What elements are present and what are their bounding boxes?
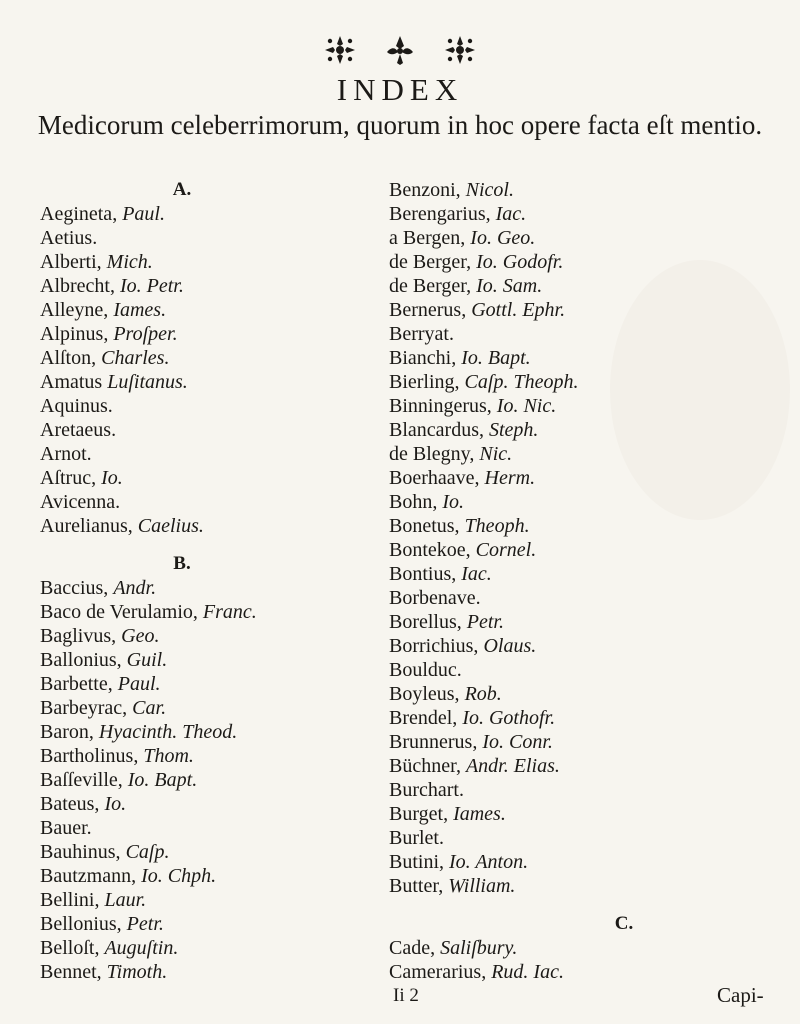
entry-given-name: Petr. (126, 913, 164, 935)
index-entry (389, 442, 789, 466)
index-entry (389, 250, 789, 274)
index-entry (40, 250, 370, 274)
entry-surname: Bellonius, (40, 913, 122, 935)
entry-given-name: Iames. (453, 803, 506, 825)
index-entry (40, 960, 370, 984)
entry-given-name: Paul. (122, 203, 165, 225)
entry-given-name: Io. Petr. (119, 275, 184, 297)
index-entry (40, 202, 370, 226)
index-entry (389, 514, 789, 538)
index-entry (389, 490, 789, 514)
entry-surname: Aretaeus. (40, 419, 117, 441)
entry-surname: Bauhinus, (40, 841, 121, 863)
index-entry (40, 912, 370, 936)
entry-given-name: Car. (132, 697, 167, 719)
index-entry (40, 442, 370, 466)
index-entry (40, 466, 370, 490)
index-entry (40, 696, 370, 720)
entry-surname: Boyleus, (389, 683, 460, 705)
entry-given-name: Caſp. (125, 841, 170, 863)
entry-surname: Alleyne, (40, 299, 109, 321)
entry-given-name: Io. Conr. (482, 731, 553, 753)
index-entry (389, 586, 789, 610)
entry-surname: Bauer. (40, 817, 92, 839)
entry-surname: Büchner, (389, 755, 461, 777)
entry-given-name: Olaus. (483, 635, 537, 657)
entry-given-name: Io. Godofr. (476, 251, 564, 273)
entry-surname: Alberti, (40, 251, 102, 273)
index-entry (40, 576, 370, 600)
entry-surname: Cade, (389, 937, 436, 959)
entry-given-name: Io. Gothofr. (462, 707, 556, 729)
entry-given-name: Proſper. (113, 323, 178, 345)
entry-surname: Baſſeville, (40, 769, 123, 791)
index-entry (40, 346, 370, 370)
entry-surname: Burget, (389, 803, 449, 825)
index-entry (40, 322, 370, 346)
entry-given-name: Luſitanus. (107, 371, 188, 393)
entry-surname: Burlet. (389, 827, 444, 849)
section-letter: B. (173, 553, 191, 574)
entry-given-name: Io. (104, 793, 127, 815)
entry-given-name: Timoth. (106, 961, 168, 983)
index-entry (389, 274, 789, 298)
index-entry (389, 706, 789, 730)
entry-surname: Belloſt, (40, 937, 100, 959)
entry-surname: Boerhaave, (389, 467, 480, 489)
entry-surname: Alſton, (40, 347, 97, 369)
index-entry (389, 960, 789, 984)
entry-surname: Aſtruc, (40, 467, 97, 489)
index-entry (40, 624, 370, 648)
entry-surname: Barbeyrac, (40, 697, 128, 719)
entry-given-name: Nic. (479, 443, 513, 465)
entry-surname: Boulduc. (389, 659, 462, 681)
entry-surname: Albrecht, (40, 275, 115, 297)
entry-surname: Bonetus, (389, 515, 460, 537)
entry-surname: Bierling, (389, 371, 460, 393)
index-entry (389, 322, 789, 346)
entry-surname: Camerarius, (389, 961, 487, 983)
index-entry (40, 768, 370, 792)
entry-given-name: Geo. (121, 625, 160, 647)
index-entry (40, 864, 370, 888)
index-entry (389, 936, 789, 960)
entry-given-name: Paul. (117, 673, 161, 695)
entry-surname: Bohn, (389, 491, 438, 513)
entry-surname: Bateus, (40, 793, 100, 815)
entry-given-name: Hyacinth. Theod. (98, 721, 238, 743)
entry-surname: Burchart. (389, 779, 464, 801)
entry-given-name: Rud. Iac. (491, 961, 564, 983)
fleuron-ornament-icon (383, 34, 417, 66)
entry-given-name: Io. (101, 467, 123, 489)
entry-surname: Butter, (389, 875, 444, 897)
index-entry (389, 178, 789, 202)
entry-surname: Binningerus, (389, 395, 492, 417)
entry-surname: Bernerus, (389, 299, 467, 321)
index-entry (389, 874, 789, 898)
entry-surname: Alpinus, (40, 323, 109, 345)
entry-surname: Bontekoe, (389, 539, 471, 561)
entry-given-name: Nicol. (465, 179, 514, 201)
entry-given-name: Saliſbury. (440, 937, 518, 959)
index-entry (40, 936, 370, 960)
entry-surname: Borbenave. (389, 587, 481, 609)
entry-given-name: Charles. (101, 347, 170, 369)
index-entry (40, 600, 370, 624)
index-entry (389, 202, 789, 226)
right-column (389, 178, 789, 984)
index-entry (40, 418, 370, 442)
entry-surname: Baglivus, (40, 625, 117, 647)
entry-surname: Brendel, (389, 707, 458, 729)
entry-given-name: Io. Geo. (470, 227, 536, 249)
entry-given-name: Herm. (484, 467, 536, 489)
entry-surname: Berengarius, (389, 203, 491, 225)
index-entry (40, 816, 370, 840)
index-entry (389, 370, 789, 394)
index-entry (40, 888, 370, 912)
index-entry (389, 826, 789, 850)
left-column (40, 178, 370, 984)
entry-surname: Berryat. (389, 323, 454, 345)
index-entry (40, 648, 370, 672)
entry-surname: de Blegny, (389, 443, 475, 465)
page-subtitle: Medicorum celeberrimorum, quorum in hoc opere facta eſt mentio. (37, 110, 763, 140)
entry-surname: Benzoni, (389, 179, 461, 201)
index-entry (40, 226, 370, 250)
entry-surname: Amatus (40, 371, 103, 393)
entry-surname: Bautzmann, (40, 865, 137, 887)
index-entry (40, 298, 370, 322)
entry-given-name: Andr. (113, 577, 157, 599)
index-entry (40, 672, 370, 696)
index-entry (40, 744, 370, 768)
entry-surname: Bontius, (389, 563, 457, 585)
index-entry (389, 850, 789, 874)
signature-mark: Ii 2 (393, 985, 419, 1006)
entry-surname: Baco de Verulamio, (40, 601, 198, 623)
entry-given-name: Franc. (202, 601, 257, 623)
index-entry (389, 538, 789, 562)
entry-given-name: Io. Bapt. (461, 347, 531, 369)
entry-surname: Bellini, (40, 889, 100, 911)
index-entry (40, 490, 370, 514)
entry-given-name: Iac. (495, 203, 527, 225)
index-entry (40, 274, 370, 298)
index-entry (389, 682, 789, 706)
index-entry (389, 730, 789, 754)
entry-given-name: Gottl. Ephr. (471, 299, 566, 321)
entry-surname: a Bergen, (389, 227, 466, 249)
entry-given-name: Io. Nic. (496, 395, 557, 417)
entry-surname: Baron, (40, 721, 94, 743)
index-entry (389, 634, 789, 658)
entry-given-name: Thom. (143, 745, 194, 767)
index-entry (389, 298, 789, 322)
entry-given-name: Mich. (106, 251, 153, 273)
entry-given-name: Caſp. Theoph. (464, 371, 579, 393)
index-entry (389, 778, 789, 802)
entry-given-name: Rob. (464, 683, 502, 705)
entry-given-name: Laur. (104, 889, 147, 911)
index-entry (389, 610, 789, 634)
entry-given-name: Theoph. (464, 515, 530, 537)
index-entry (389, 658, 789, 682)
entry-surname: Aegineta, (40, 203, 118, 225)
fleuron-ornament-icon (323, 34, 357, 66)
entry-surname: Aurelianus, (40, 515, 133, 537)
entry-surname: Brunnerus, (389, 731, 478, 753)
entry-surname: Arnot. (40, 443, 92, 465)
entry-surname: Borellus, (389, 611, 462, 633)
entry-surname: Avicenna. (40, 491, 121, 513)
index-entry (40, 394, 370, 418)
entry-given-name: Iac. (461, 563, 492, 585)
entry-given-name: Io. (442, 491, 465, 513)
entry-surname: Bartholinus, (40, 745, 139, 767)
entry-given-name: Io. Bapt. (127, 769, 198, 791)
index-entry (40, 370, 370, 394)
entry-given-name: Io. Sam. (476, 275, 543, 297)
entry-surname: Baccius, (40, 577, 109, 599)
index-entry (40, 840, 370, 864)
page-title: INDEX (336, 72, 464, 107)
entry-surname: Barbette, (40, 673, 113, 695)
index-entry (389, 394, 789, 418)
entry-surname: Bianchi, (389, 347, 457, 369)
entry-given-name: Steph. (488, 419, 539, 441)
entry-given-name: Io. Anton. (449, 851, 529, 873)
section-letter: C. (614, 913, 634, 934)
entry-surname: Aquinus. (40, 395, 113, 417)
entry-given-name: Andr. Elias. (465, 755, 560, 777)
entry-surname: Borrichius, (389, 635, 479, 657)
header-ornaments (0, 30, 800, 70)
index-entry (389, 802, 789, 826)
index-entry (40, 792, 370, 816)
entry-given-name: Auguſtin. (104, 937, 179, 959)
index-entry (389, 418, 789, 442)
index-entry (389, 754, 789, 778)
section-letter: A. (172, 179, 192, 200)
entry-surname: Butini, (389, 851, 445, 873)
index-entry (389, 562, 789, 586)
index-entry (40, 514, 370, 538)
entry-given-name: Cornel. (475, 539, 537, 561)
entry-given-name: William. (448, 875, 516, 897)
index-entry (40, 720, 370, 744)
entry-given-name: Iames. (113, 299, 167, 321)
entry-given-name: Guil. (126, 649, 168, 671)
index-entry (389, 226, 789, 250)
catchword: Capi- (717, 983, 764, 1007)
index-entry (389, 346, 789, 370)
entry-given-name: Caelius. (137, 515, 204, 537)
index-entry (389, 466, 789, 490)
entry-surname: Ballonius, (40, 649, 122, 671)
entry-surname: de Berger, (389, 275, 472, 297)
entry-surname: Aetius. (40, 227, 98, 249)
entry-surname: Bennet, (40, 961, 102, 983)
fleuron-ornament-icon (443, 34, 477, 66)
entry-surname: Blancardus, (389, 419, 484, 441)
entry-given-name: Petr. (466, 611, 504, 633)
entry-given-name: Io. Chph. (141, 865, 217, 887)
entry-surname: de Berger, (389, 251, 472, 273)
